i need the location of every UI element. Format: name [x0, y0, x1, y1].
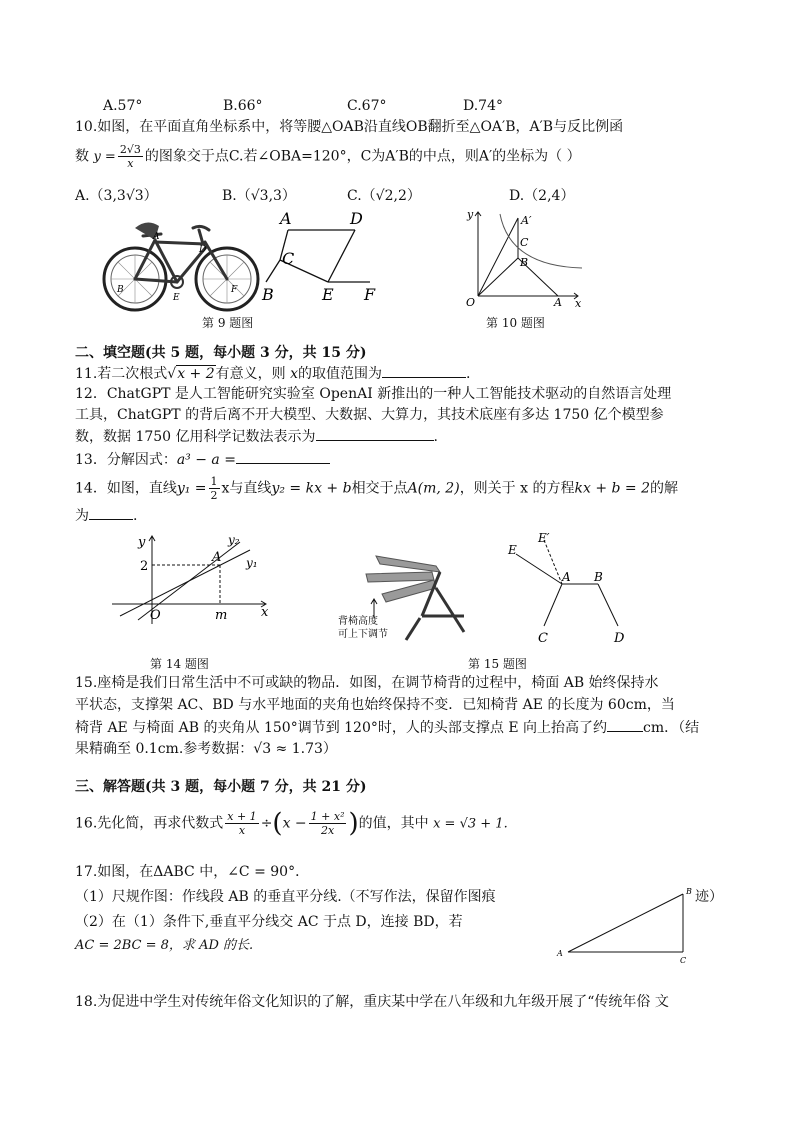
fig9-bike-label-f: F: [231, 285, 238, 295]
fig9-bike-label-d: D: [199, 245, 207, 255]
fig14-label-x: x: [261, 605, 269, 620]
q10-option-b: B.（√3,3）: [222, 188, 296, 204]
q11-text: 11.若二次根式√x + 2有意义，则 x的取值范围为 .: [75, 363, 470, 384]
fig10-label-o: O: [466, 296, 476, 309]
q9-option-d: D.74°: [463, 98, 503, 114]
q16-text: 16.先化简，再求代数式 $\frac{x + 1}{x}$ ÷(x − $\frac{\text{1 + x²}}{2x}$ )的值，其中 x = √3 + 1.: [75, 808, 508, 839]
fig17-label-b: B: [686, 887, 692, 896]
q11-answer-blank[interactable]: [382, 363, 466, 378]
fig14-label-y1: y₁: [246, 556, 258, 570]
fig14-label-2: 2: [140, 559, 149, 574]
fig9-geometry-diagram: [258, 210, 388, 305]
q15-line2: 平状态，支撑架 AC、BD 与水平地面的夹角也始终保持不变．已知椅背 AE 的长度为 60cm，当: [75, 697, 675, 713]
q12-answer-blank[interactable]: [316, 426, 434, 441]
q15-answer-blank[interactable]: [607, 717, 643, 732]
fig15-label-c: C: [538, 631, 548, 646]
q17-line2: （1）尺规作图：作线段 AB 的垂直平分线.（不写作法，保留作图痕: [75, 889, 496, 905]
fig9-caption: 第 9 题图: [202, 316, 254, 330]
q10-function-fraction: $\frac{2√3}{x}$: [119, 143, 141, 170]
fig15-caption: 第 15 题图: [468, 657, 527, 671]
q10-option-d: D.（2,4）: [509, 188, 575, 204]
fig9-label-f: F: [364, 285, 376, 304]
fig15-chair-drawing: [336, 544, 486, 642]
fig15-label-e-prime: E′: [538, 531, 550, 545]
q17-line2-end: 迹）: [695, 889, 723, 905]
fig10-diagram: [458, 208, 588, 308]
fig15-label-e: E: [508, 543, 517, 557]
fig10-label-a: A: [554, 296, 562, 309]
fig9-label-b: B: [262, 285, 274, 304]
fig15-label-b: B: [594, 570, 603, 584]
q9-option-b: B.66°: [223, 98, 263, 114]
q14-line2: 为 .: [75, 505, 137, 526]
q13-text: 13．分解因式：a³ − a =: [75, 449, 330, 470]
fig17-label-a: A: [557, 949, 563, 958]
fig17-triangle-diagram: [556, 884, 696, 966]
fig14-label-o: O: [150, 608, 161, 623]
q17-line4: AC = 2BC = 8，求 AD 的长.: [75, 938, 254, 953]
q10-option-a: A.（3,3√3）: [75, 188, 158, 204]
fig17-label-c: C: [680, 956, 687, 965]
fig10-label-x: x: [575, 297, 582, 310]
fig15-note-line2: 可上下调节: [338, 629, 388, 640]
fig10-label-c: C: [520, 236, 529, 249]
q10-option-c: C.（√2,2）: [347, 188, 421, 204]
q15-line3: 椅背 AE 与椅面 AB 的夹角从 150°调节到 120°时，人的头部支撑点 E 向上抬高了约 cm．（结: [75, 717, 699, 738]
fig14-label-y2: y₂: [228, 533, 240, 547]
fig14-label-a: A: [212, 550, 222, 565]
fig14-label-y: y: [138, 535, 146, 550]
q10-line2: 数 y = $\frac{2√3}{x}$ 的图象交于点C.若∠OBA=120°，C为A′B的中点，则A′的坐标为（ ）: [75, 143, 581, 170]
q9-option-a: A.57°: [103, 98, 143, 114]
q12-line2: 工具，ChatGPT 的背后离不开大模型、大数据、大算力，其技术底座有多达 1750 亿个模型参: [75, 407, 664, 423]
fig9-label-d: D: [350, 209, 363, 228]
q13-answer-blank[interactable]: [236, 449, 330, 464]
q17-line1: 17.如图，在ΔABC 中，∠C = 90°．: [75, 864, 310, 880]
fig10-label-b: B: [520, 256, 529, 269]
fig9-label-e: E: [322, 285, 334, 304]
fig10-caption: 第 10 题图: [486, 316, 545, 330]
q14-answer-blank[interactable]: [89, 505, 133, 520]
fig9-bike-label-b: B: [117, 285, 124, 295]
fig10-label-a-prime: A′: [521, 214, 532, 227]
fig9-bike-label-a: A: [153, 232, 160, 242]
section2-heading: 二、填空题(共 5 题，每小题 3 分，共 15 分): [75, 345, 367, 361]
q10-line1: 10.如图，在平面直角坐标系中，将等腰△OAB沿直线OB翻折至△OA′B，A′B与反比例函: [75, 119, 624, 135]
q15-line1: 15.座椅是我们日常生活中不可或缺的物品．如图，在调节椅背的过程中，椅面 AB 始终保持水: [75, 675, 659, 691]
fig9-bicycle-drawing: [95, 212, 265, 312]
fig15-note-line1: 背椅高度: [338, 616, 378, 627]
fig9-bike-label-e: E: [173, 293, 180, 303]
q15-line4: 果精确至 0.1cm.参考数据：√3 ≈ 1.73）: [75, 741, 337, 757]
fig15-geometry-diagram: [500, 530, 640, 648]
fig10-label-y: y: [467, 208, 474, 221]
q18-line1: 18.为促进中学生对传统年俗文化知识的了解，重庆某中学在八年级和九年级开展了“传统年俗 文: [75, 994, 669, 1010]
fig15-label-d: D: [614, 631, 625, 646]
fig9-label-c: C: [282, 249, 295, 268]
section3-heading: 三、解答题(共 3 题，每小题 7 分，共 21 分): [75, 779, 367, 795]
fig9-label-a: A: [280, 209, 292, 228]
fig14-caption: 第 14 题图: [150, 657, 209, 671]
fig14-diagram: [108, 530, 278, 626]
q17-line3: （2）在（1）条件下,垂直平分线交 AC 于点 D，连接 BD，若: [75, 914, 463, 930]
fig15-label-a: A: [562, 570, 571, 584]
fig14-label-m: m: [215, 608, 228, 623]
q12-line3: 数，数据 1750 亿用科学记数法表示为 .: [75, 426, 438, 447]
q12-line1: 12．ChatGPT 是人工智能研究实验室 OpenAI 新推出的一种人工智能技术驱动的自然语言处理: [75, 386, 672, 402]
q14-line1: 14．如图，直线y₁ = $\frac{1}{2}$ x与直线y₂ = kx + b相交于点A(m, 2)，则关于 x 的方程kx + b = 2的解: [75, 475, 678, 502]
q9-option-c: C.67°: [347, 98, 387, 114]
